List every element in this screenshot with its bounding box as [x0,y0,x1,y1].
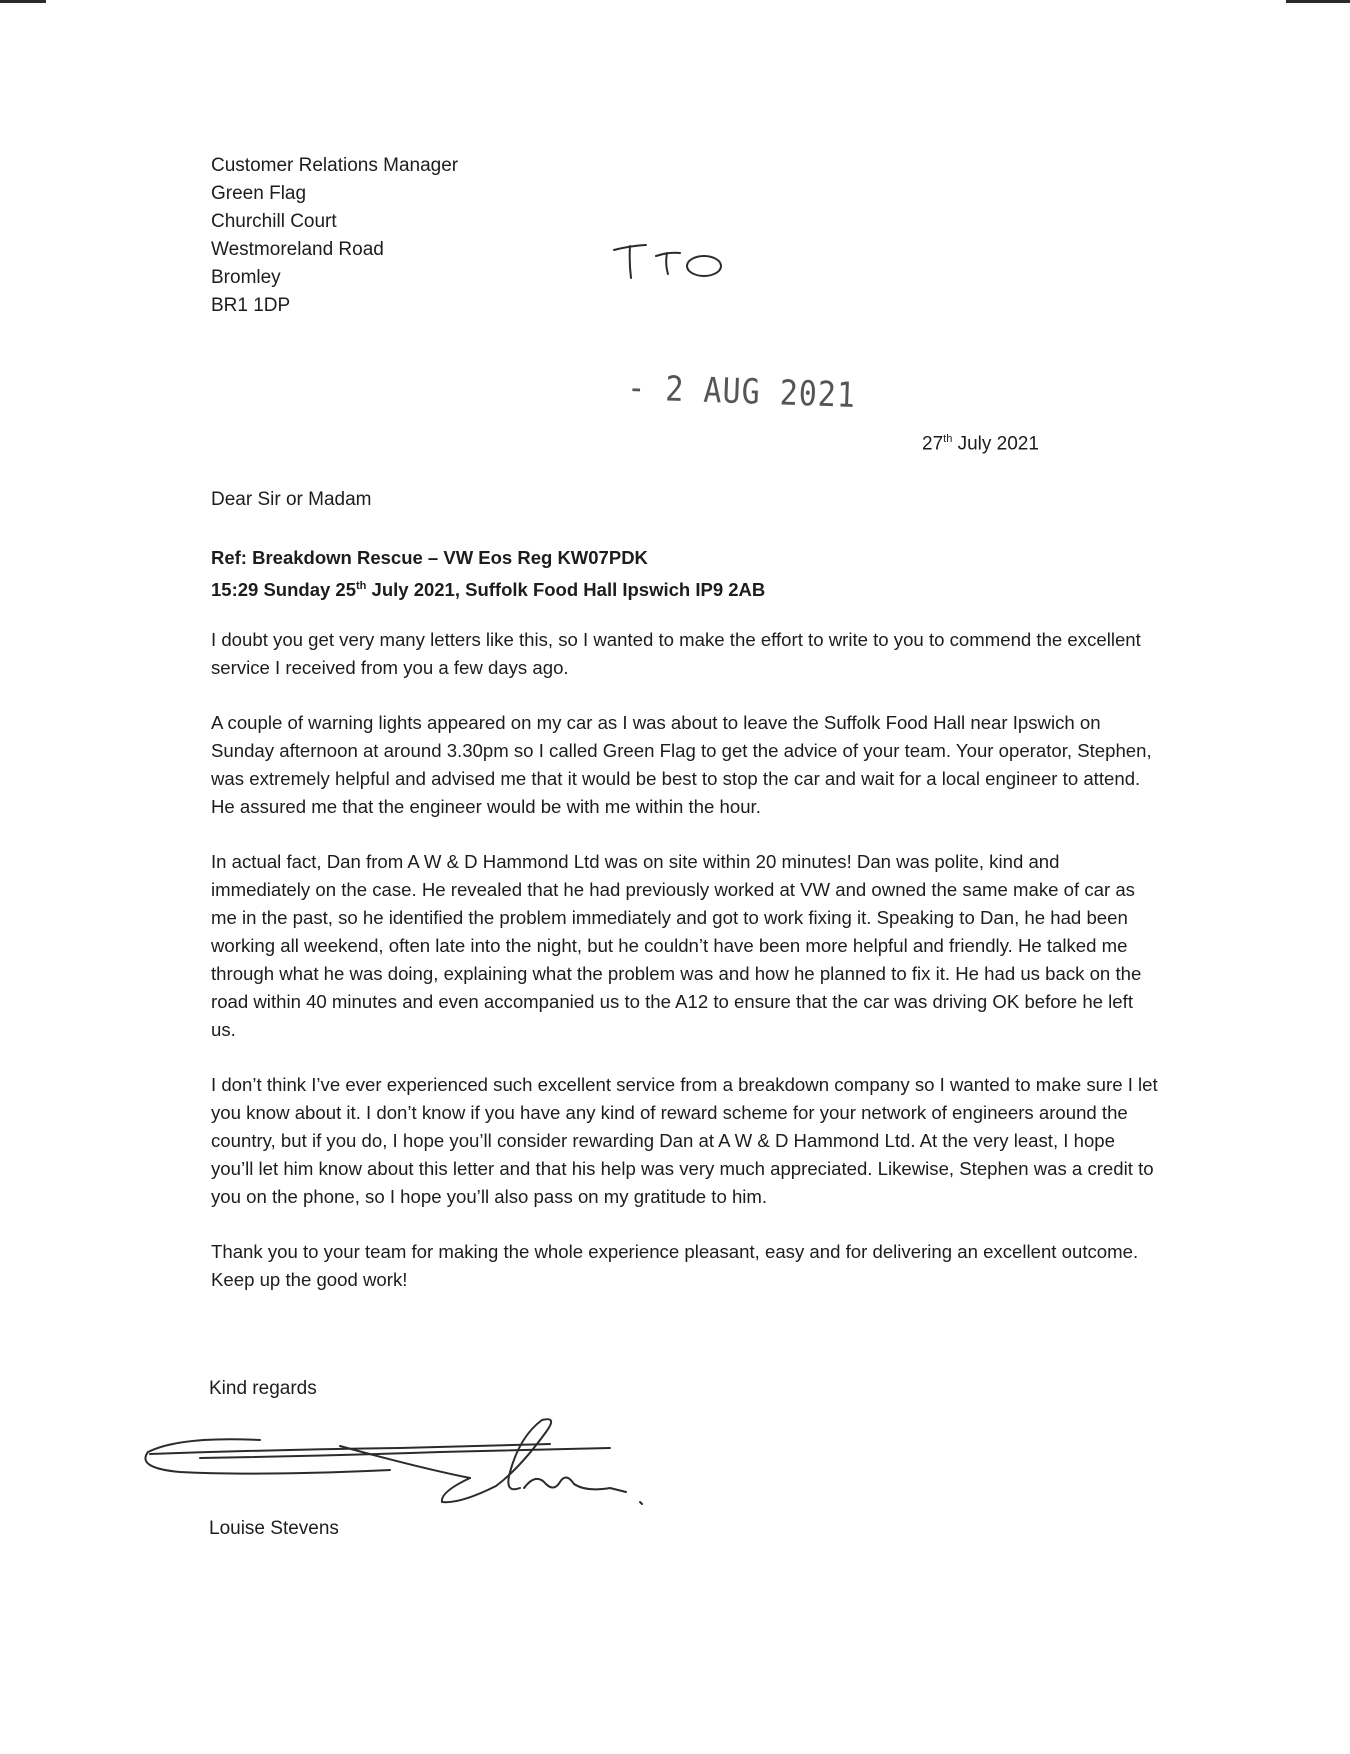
date-day: 27 [922,433,944,455]
body-paragraph: I doubt you get very many letters like this, so I wanted to make the effort to write to you to commend the excellent service I received from you a few days ago. [211,629,1141,678]
signer-name: Louise Stevens [209,1518,339,1539]
salutation: Dear Sir or Madam [211,489,372,510]
received-date-stamp: - 2 AUG 2021 [626,368,857,417]
reference-location: July 2021, Suffolk Food Hall Ipswich IP9 2AB [366,579,766,601]
date-month-year: July 2021 [952,433,1039,455]
reference-ordinal: th [356,580,367,592]
address-line: Green Flag [211,183,307,204]
address-line: Westmoreland Road [211,239,384,260]
address-line: Bromley [211,267,281,288]
date-ordinal: th [943,433,953,445]
address-line: BR1 1DP [211,295,291,316]
closing-phrase: Kind regards [209,1378,317,1399]
recipient-address [211,152,458,320]
handwritten-signature [140,1412,660,1522]
address-line: Customer Relations Manager [211,155,459,176]
reference-line-2 [211,572,765,604]
body-paragraph: Thank you to your team for making the whole experience pleasant, easy and for delivering an excellent outcome. Keep up the good work! [211,1241,1139,1290]
letter-date [922,433,1039,455]
handwritten-note-tto [610,236,730,286]
letter-body [211,626,1161,1321]
body-paragraph: I don’t think I’ve ever experienced such excellent service from a breakdown company so I wanted to make sure I let you know about it. I don’t know if you have any kind of reward scheme for your network of engineers around the country, but if you do, I hope you’ll consider rewarding Dan at A W & D Hammond Ltd. At the very least, I hope you’ll let him know about this letter and that his help was very much appreciated. Likewise, Stephen was a credit to you on the phone, so I hope you’ll also pass on my gratitude to him. [211,1074,1158,1207]
reference-time-day: 15:29 Sunday 25 [211,579,356,601]
reference-line-1: Ref: Breakdown Rescue – VW Eos Reg KW07PDK [211,547,648,568]
body-paragraph: In actual fact, Dan from A W & D Hammond Ltd was on site within 20 minutes! Dan was polite, kind and immediately on the case. He revealed that he had previously worked at VW and owned the same make of car as me in the past, so he identified the problem immediately and got to work fixing it. Speaking to Dan, he had been working all weekend, often late into the night, but he couldn’t have been more helpful and friendly. He talked me through what he was doing, explaining what the problem was and how he planned to fix it. He had us back on the road within 40 minutes and even accompanied us to the A12 to ensure that the car was driving OK before he left us. [211,851,1142,1040]
body-paragraph: A couple of warning lights appeared on my car as I was about to leave the Suffolk Food Hall near Ipswich on Sunday afternoon at around 3.30pm so I called Green Flag to get the advice of your team. Your operator, Stephen, was extremely helpful and advised me that it would be best to stop the car and wait for a local engineer to attend. He assured me that the engineer would be with me within the hour. [211,712,1152,817]
reference-heading [211,544,765,604]
address-line: Churchill Court [211,211,337,232]
